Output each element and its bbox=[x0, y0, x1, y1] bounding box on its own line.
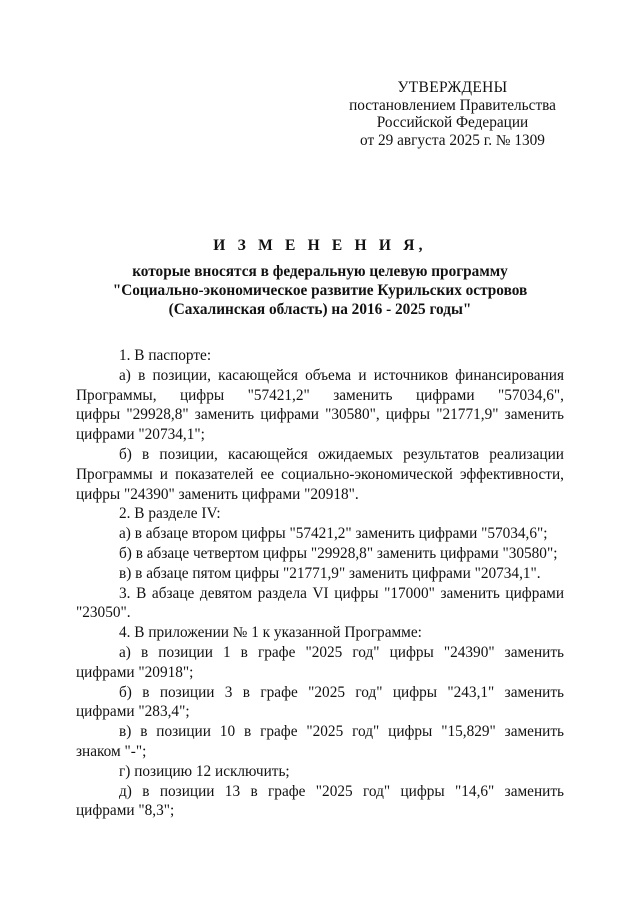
item-1a-line-3: цифры "29928,8" заменить цифрами "30580", цифры "21771,9" заменить bbox=[76, 406, 564, 424]
item-1b-line-2: Программы и показателей ее социально-экономической эффективности, bbox=[76, 465, 564, 483]
item-1a-line-2: Программы, цифры "57421,2" заменить цифрами "57034,6", bbox=[76, 386, 564, 404]
item-4c-line-2: знаком "-"; bbox=[76, 742, 147, 760]
item-4e-line-2: цифрами "8,3"; bbox=[76, 802, 175, 820]
subtitle-line-3: (Сахалинская область) на 2016 - 2025 годы" bbox=[168, 301, 472, 318]
item-2b: б) в абзаце четвертом цифры "29928,8" заменить цифрами "30580"; bbox=[119, 544, 558, 562]
approval-line-3: от 29 августа 2025 г. № 1309 bbox=[360, 131, 545, 149]
document-body bbox=[76, 346, 564, 821]
approval-label: УТВЕРЖДЕНЫ bbox=[397, 79, 508, 96]
item-4a-line-2: цифрами "20918"; bbox=[76, 663, 194, 681]
document-title: И З М Е Н Е Н И Я, bbox=[213, 237, 427, 254]
item-1a-line-1: а) в позиции, касающейся объема и источников финансирования bbox=[119, 366, 564, 384]
item-4e-line-1: д) в позиции 13 в графе "2025 год" цифры "14,6" заменить bbox=[119, 782, 564, 800]
item-4a-line-1: а) в позиции 1 в графе "2025 год" цифры "24390" заменить bbox=[119, 643, 564, 661]
item-4b-line-2: цифрами "283,4"; bbox=[76, 703, 190, 721]
approval-line-2: Российской Федерации bbox=[376, 114, 529, 131]
item-2a: а) в абзаце втором цифры "57421,2" заменить цифрами "57034,6"; bbox=[119, 525, 548, 543]
item-3-line-1: 3. В абзаце девятом раздела VI цифры "17000" заменить цифрами bbox=[119, 584, 564, 602]
subtitle-line-2: "Социально-экономическое развитие Курильских островов bbox=[112, 282, 528, 299]
subtitle-line-1: которые вносятся в федеральную целевую программу bbox=[132, 263, 508, 280]
item-2: 2. В разделе IV: bbox=[119, 505, 221, 523]
item-4d: г) позицию 12 исключить; bbox=[119, 762, 290, 780]
document-subtitle bbox=[85, 262, 555, 319]
item-1: 1. В паспорте: bbox=[119, 347, 212, 364]
item-3-line-2: "23050". bbox=[76, 604, 131, 622]
item-1b-line-1: б) в позиции, касающейся ожидаемых результатов реализации bbox=[119, 445, 564, 463]
approval-block bbox=[330, 79, 575, 149]
item-2c: в) в абзаце пятом цифры "21771,9" заменить цифрами "20734,1". bbox=[119, 564, 541, 582]
approval-line-1: постановлением Правительства bbox=[349, 96, 556, 114]
item-4: 4. В приложении № 1 к указанной Программе: bbox=[119, 624, 422, 642]
item-4b-line-1: б) в позиции 3 в графе "2025 год" цифры "243,1" заменить bbox=[119, 683, 564, 701]
item-1a-line-4: цифрами "20734,1"; bbox=[76, 426, 205, 444]
item-4c-line-1: в) в позиции 10 в графе "2025 год" цифры "15,829" заменить bbox=[119, 723, 564, 741]
item-1b-line-3: цифры "24390" заменить цифрами "20918". bbox=[76, 485, 359, 503]
